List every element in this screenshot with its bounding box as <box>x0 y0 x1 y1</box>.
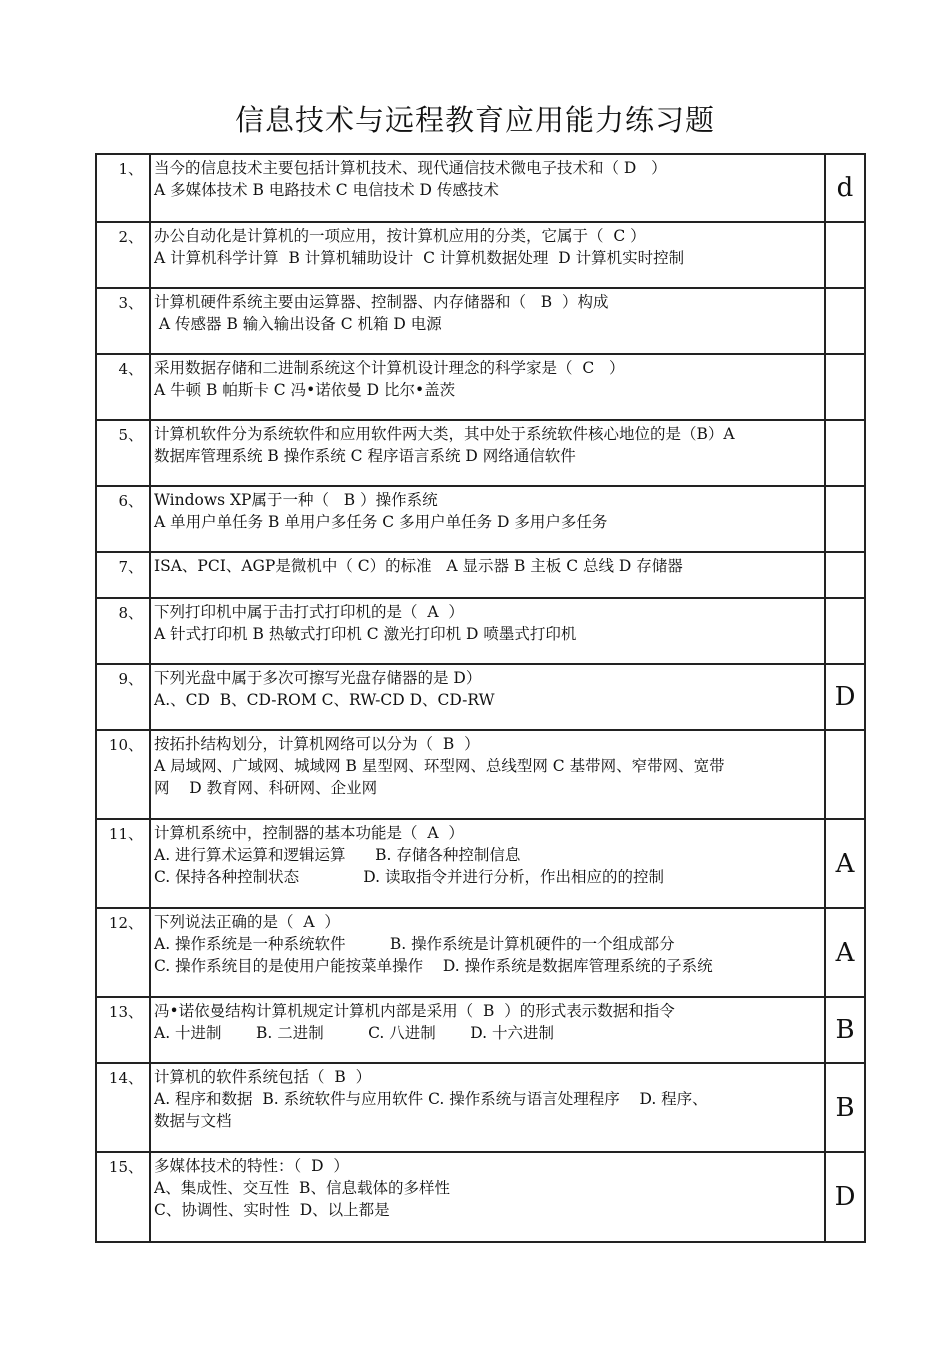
question-row <box>96 908 865 997</box>
question-line: C. 操作系统目的是使用户能按菜单操作 D. 操作系统是数据库管理系统的子系统 <box>154 957 713 975</box>
question-number: 12、 <box>96 908 150 997</box>
answer-cell <box>825 552 865 598</box>
question-text <box>150 222 825 288</box>
question-line: A. 程序和数据 B. 系统软件与应用软件 C. 操作系统与语言处理程序 D. 程序、 <box>154 1090 708 1108</box>
answer-cell: B <box>825 1063 865 1152</box>
answer-cell <box>825 420 865 486</box>
question-line: 下列打印机中属于击打式打印机的是（ A ） <box>154 603 464 621</box>
question-line: 计算机硬件系统主要由运算器、控制器、内存储器和（ B ）构成 <box>154 293 609 311</box>
question-line: A 多媒体技术 B 电路技术 C 电信技术 D 传感技术 <box>154 181 499 199</box>
question-row <box>96 288 865 354</box>
question-line: 下列说法正确的是（ A ） <box>154 913 340 931</box>
question-text <box>150 908 825 997</box>
answer-cell: B <box>825 997 865 1063</box>
question-line: 当今的信息技术主要包括计算机技术、现代通信技术微电子技术和（ D ） <box>154 159 667 177</box>
question-line: A 传感器 B 输入输出设备 C 机箱 D 电源 <box>154 315 442 333</box>
question-line: 下列光盘中属于多次可擦写光盘存储器的是 D） <box>154 669 482 687</box>
question-row <box>96 997 865 1063</box>
question-number: 5、 <box>96 420 150 486</box>
question-line: A 局域网、广域网、城域网 B 星型网、环型网、总线型网 C 基带网、窄带网、宽带 <box>154 757 725 775</box>
question-number: 15、 <box>96 1152 150 1242</box>
question-row <box>96 730 865 819</box>
question-number: 3、 <box>96 288 150 354</box>
question-text <box>150 997 825 1063</box>
question-row <box>96 552 865 598</box>
question-number: 11、 <box>96 819 150 908</box>
question-row <box>96 664 865 730</box>
question-number: 1、 <box>96 154 150 222</box>
question-row <box>96 1152 865 1242</box>
page-title: 信息技术与远程教育应用能力练习题 <box>234 103 715 137</box>
question-text <box>150 154 825 222</box>
question-text <box>150 664 825 730</box>
question-text <box>150 486 825 552</box>
question-row <box>96 222 865 288</box>
question-number: 8、 <box>96 598 150 664</box>
answer-cell <box>825 354 865 420</box>
question-line: 多媒体技术的特性：（ D ） <box>154 1157 349 1175</box>
question-line: A. 操作系统是一种系统软件 B. 操作系统是计算机硬件的一个组成部分 <box>154 935 675 953</box>
question-line: 计算机的软件系统包括（ B ） <box>154 1068 372 1086</box>
question-row <box>96 819 865 908</box>
question-table <box>95 153 866 1243</box>
answer-cell: D <box>825 664 865 730</box>
answer-cell <box>825 598 865 664</box>
question-line: A. 十进制 B. 二进制 C. 八进制 D. 十六进制 <box>154 1024 555 1042</box>
answer-cell <box>825 222 865 288</box>
question-text <box>150 354 825 420</box>
question-text <box>150 819 825 908</box>
answer-cell: d <box>825 154 865 222</box>
question-number: 2、 <box>96 222 150 288</box>
question-row <box>96 486 865 552</box>
question-row <box>96 1063 865 1152</box>
question-text <box>150 552 825 598</box>
question-number: 4、 <box>96 354 150 420</box>
question-line: 办公自动化是计算机的一项应用，按计算机应用的分类，它属于（ C ） <box>154 227 646 245</box>
question-line: A 单用户单任务 B 单用户多任务 C 多用户单任务 D 多用户多任务 <box>154 513 608 531</box>
question-line: A.、CD B、CD-ROM C、RW-CD D、CD-RW <box>154 691 495 709</box>
question-line: C. 保持各种控制状态 D. 读取指令并进行分析，作出相应的的控制 <box>154 868 664 886</box>
question-number: 9、 <box>96 664 150 730</box>
question-text <box>150 1063 825 1152</box>
answer-cell <box>825 486 865 552</box>
question-line: 采用数据存储和二进制系统这个计算机设计理念的科学家是（ C ） <box>154 359 625 377</box>
question-line: A 计算机科学计算 B 计算机辅助设计 C 计算机数据处理 D 计算机实时控制 <box>154 249 685 267</box>
question-line: 数据与文档 <box>154 1112 232 1130</box>
question-row <box>96 354 865 420</box>
question-line: 网 D 教育网、科研网、企业网 <box>154 779 378 797</box>
question-line: Windows XP属于一种（ B ）操作系统 <box>154 491 438 509</box>
question-text <box>150 288 825 354</box>
question-row <box>96 420 865 486</box>
question-row <box>96 154 865 222</box>
question-line: 按拓扑结构划分，计算机网络可以分为（ B ） <box>154 735 480 753</box>
question-text <box>150 1152 825 1242</box>
question-number: 7、 <box>96 552 150 598</box>
question-line: 数据库管理系统 B 操作系统 C 程序语言系统 D 网络通信软件 <box>154 447 576 465</box>
answer-cell: D <box>825 1152 865 1242</box>
question-line: A. 进行算术运算和逻辑运算 B. 存储各种控制信息 <box>154 846 521 864</box>
question-line: C、协调性、实时性 D、以上都是 <box>154 1201 390 1219</box>
question-text <box>150 730 825 819</box>
question-line: ISA、PCI、AGP是微机中（ C）的标准 A 显示器 B 主板 C 总线 D 存储器 <box>154 557 683 575</box>
answer-cell <box>825 730 865 819</box>
question-number: 6、 <box>96 486 150 552</box>
question-line: A 牛顿 B 帕斯卡 C 冯•诺依曼 D 比尔•盖茨 <box>154 381 456 399</box>
answer-cell <box>825 288 865 354</box>
question-line: 计算机系统中，控制器的基本功能是（ A ） <box>154 824 464 842</box>
question-number: 10、 <box>96 730 150 819</box>
question-text <box>150 420 825 486</box>
answer-cell: A <box>825 819 865 908</box>
question-line: 计算机软件分为系统软件和应用软件两大类，其中处于系统软件核心地位的是（B）A <box>154 425 735 443</box>
question-number: 14、 <box>96 1063 150 1152</box>
question-line: A 针式打印机 B 热敏式打印机 C 激光打印机 D 喷墨式打印机 <box>154 625 577 643</box>
question-line: 冯•诺依曼结构计算机规定计算机内部是采用（ B ）的形式表示数据和指令 <box>154 1002 675 1020</box>
question-text <box>150 598 825 664</box>
question-line: A、集成性、交互性 B、信息载体的多样性 <box>154 1179 450 1197</box>
question-row <box>96 598 865 664</box>
answer-cell: A <box>825 908 865 997</box>
question-number: 13、 <box>96 997 150 1063</box>
